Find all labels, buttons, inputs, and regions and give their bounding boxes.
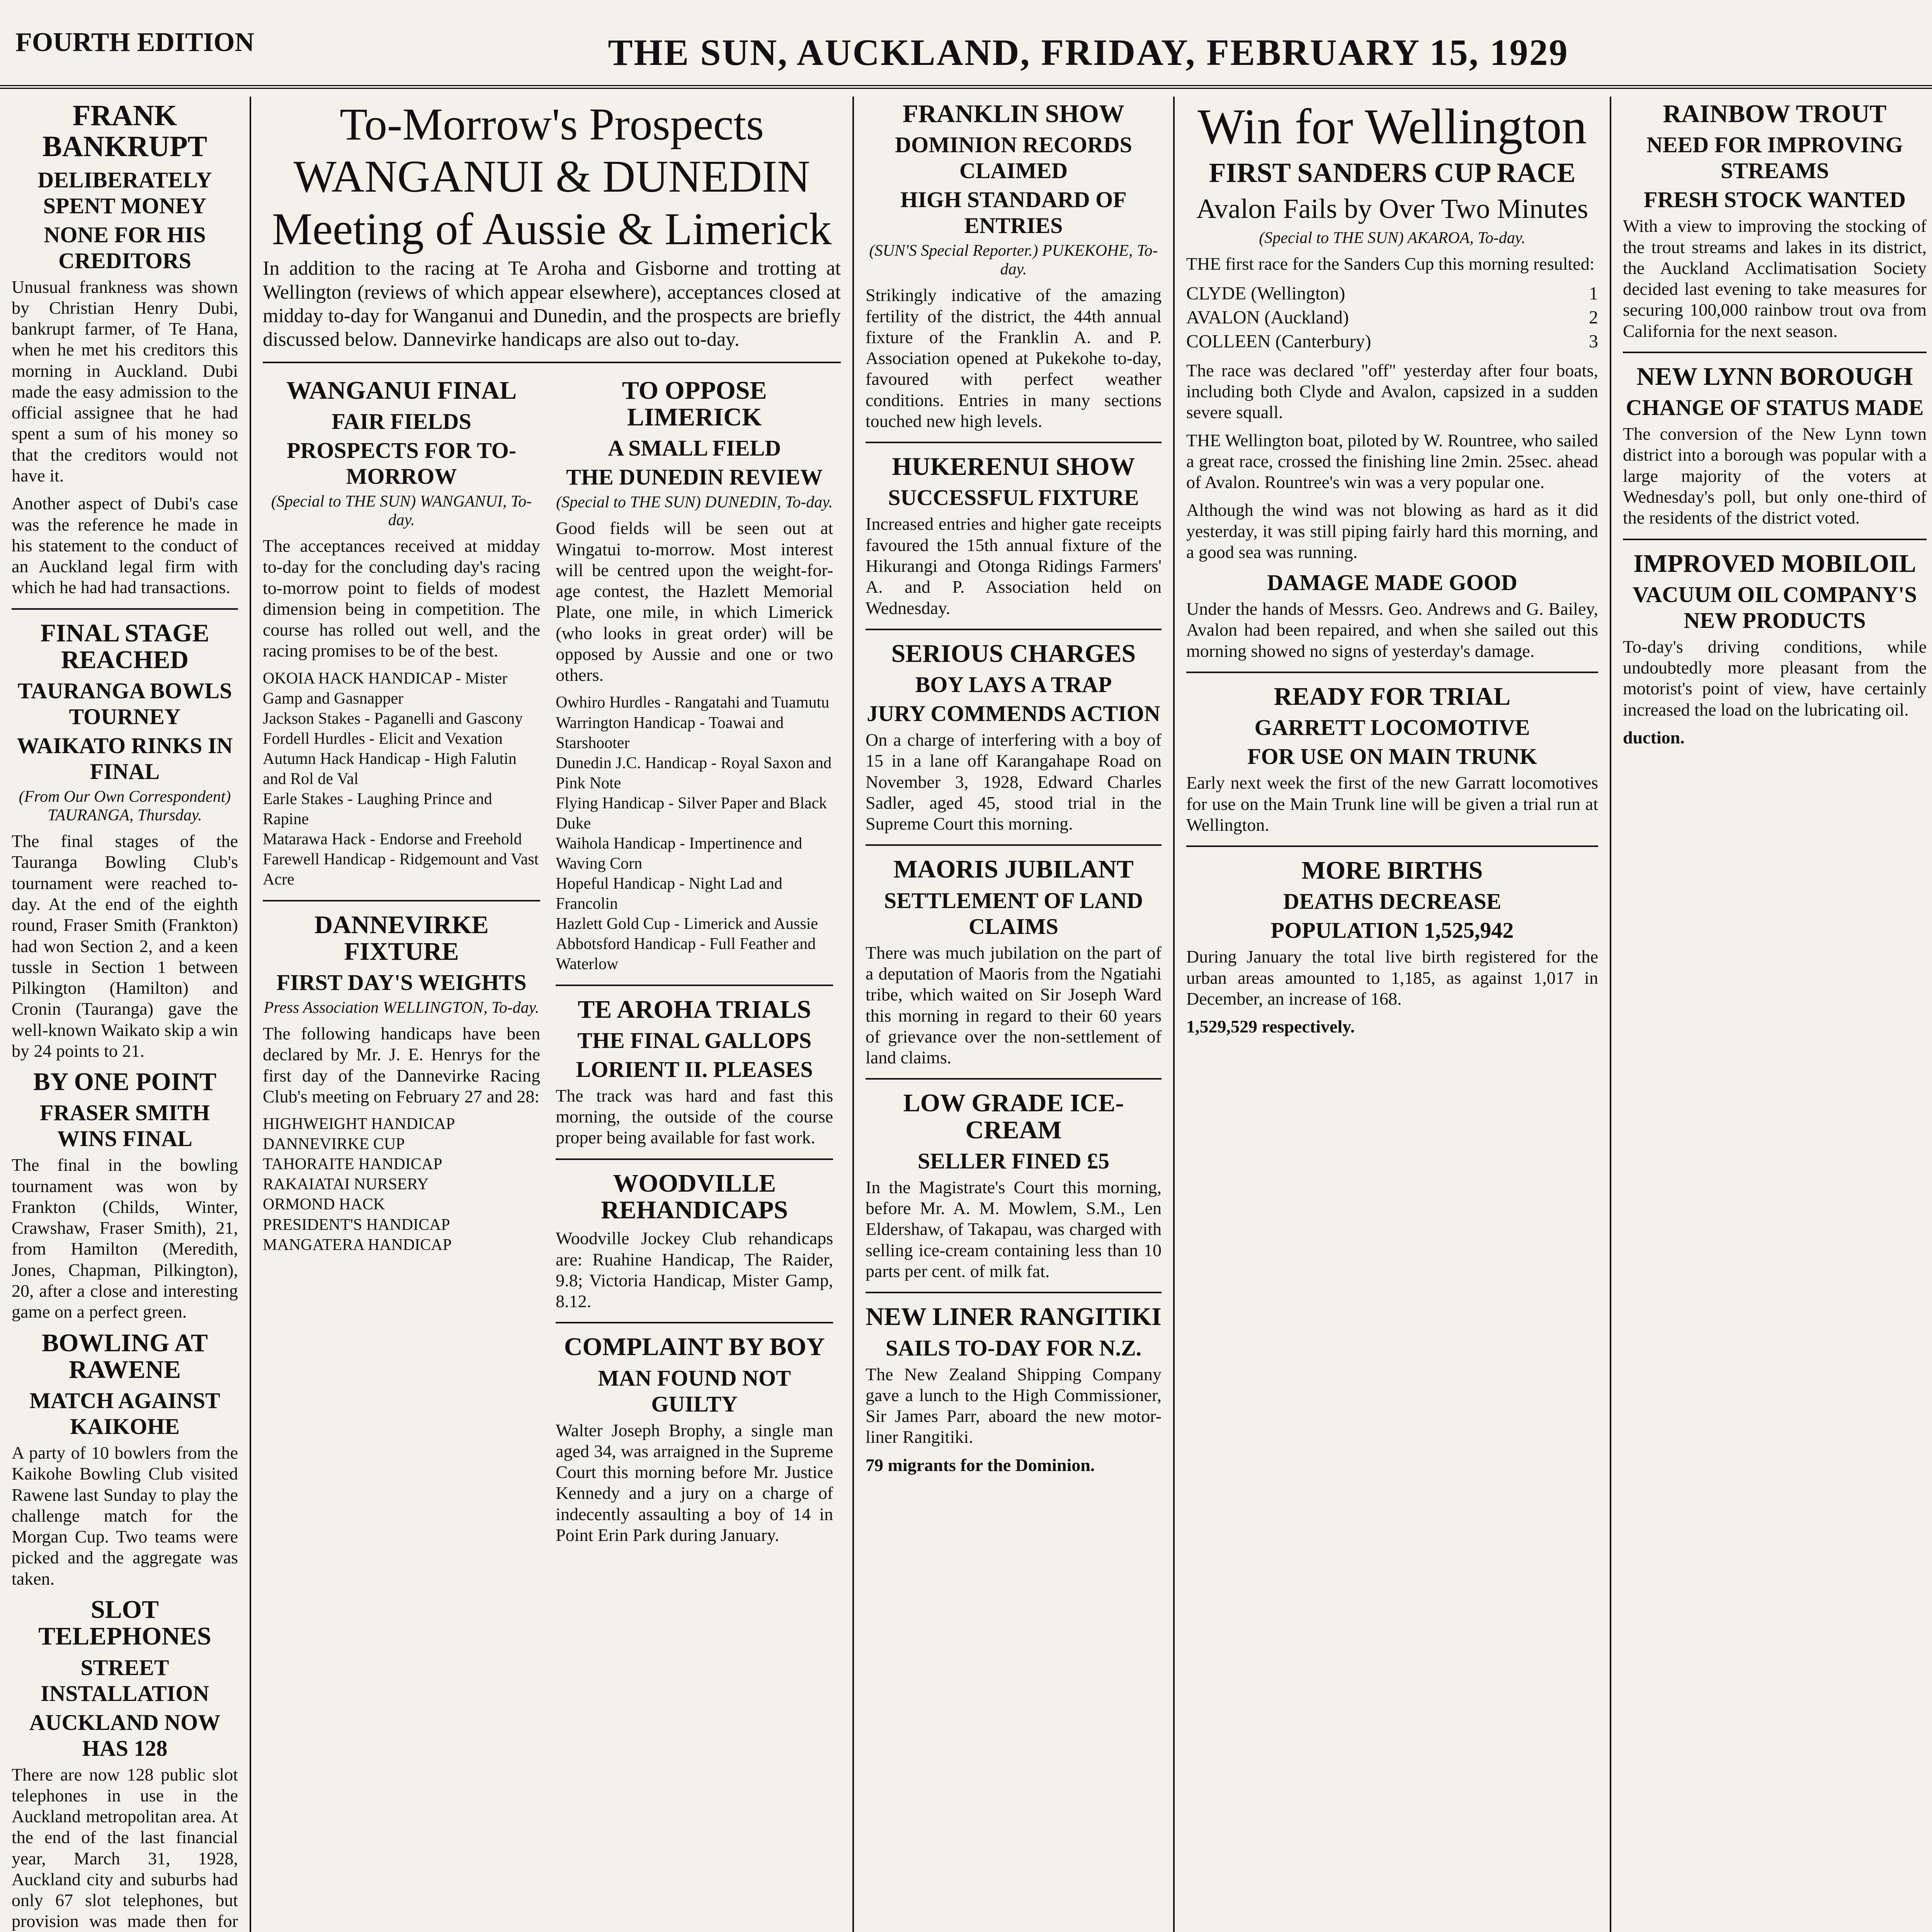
serious-charges-body: On a charge of interfering with a boy of 15 in a lane off Karangahape Road on November 3, 1928, Edward Charles Sadler, aged 45, stood trial in the Supreme Court this morning. (866, 730, 1162, 834)
race-item: Autumn Hack Handicap - High Falutin and Rol de Val (263, 750, 517, 788)
ice-cream-heading: LOW GRADE ICE-CREAM (903, 1089, 1124, 1144)
race-item: PRESIDENT'S HANDICAP (263, 1216, 450, 1234)
race-item: Matarawa Hack - Endorse and Freehold (263, 830, 522, 849)
limerick-heading: TO OPPOSE LIMERICK (622, 376, 767, 432)
frank-bankrupt-subheading: DELIBERATELY SPENT MONEY (37, 167, 212, 218)
slot-telephones-heading: SLOT TELEPHONES (38, 1595, 211, 1651)
dannevirke-body: The following handicaps have been declared by Mr. J. E. Henrys for the first day of the Dannevirke Racing Club's meeting on February 27 and 28: (263, 1024, 541, 1106)
race-item: MANGATERA HANDICAP (263, 1236, 452, 1254)
race-item: ORMOND HACK (263, 1196, 385, 1214)
franklin-heading: FRANKLIN SHOW (903, 100, 1124, 128)
slot-telephones-subheading-2: AUCKLAND NOW HAS 128 (29, 1709, 221, 1761)
race-item: Dunedin J.C. Handicap - Royal Saxon and Pink Note (556, 754, 832, 792)
wanganui-race-card (263, 668, 540, 890)
births-heading: MORE BIRTHS (1301, 856, 1483, 885)
divider (866, 442, 1162, 443)
trial-subheading: GARRETT LOCOMOTIVE (1254, 715, 1530, 740)
te-aroha-subheading: THE FINAL GALLOPS (577, 1027, 812, 1053)
franklin-body: Strikingly indicative of the amazing fertility of the district, the 44th annual fixture of the Franklin A. and P. Association opened at Pukekohe to-day, favoured with perfect weather conditions. Entries in many sections touched new high levels. (866, 285, 1162, 431)
divider (556, 985, 833, 986)
column-3 (854, 97, 1175, 1932)
result-row (1186, 330, 1598, 354)
woodville-heading: WOODVILLE REHANDICAPS (601, 1169, 788, 1224)
wanganui-subheading-2: PROSPECTS FOR TO-MORROW (287, 438, 517, 489)
frank-bankrupt-body-1: Unusual frankness was shown by Christian Henry Dubi, bankrupt farmer, of Te Hana, when he met his creditors this morning in Auckland. Dubi made the easy admission to the official assignee that he had spent a sum of his money so that the creditors would not have it. (12, 277, 238, 485)
new-lynn-body: The conversion of the New Lynn town district into a borough was popular with a large majority of the voters at Wednesday's poll, but only one-third of the residents of the district voted. (1623, 424, 1927, 528)
dannevirke-byline: Press Association WELLINGTON, To-day. (264, 999, 539, 1017)
race-item: Abbotsford Handicap - Full Feather and Waterlow (556, 935, 816, 973)
rawene-body: A party of 10 bowlers from the Kaikohe Bowling Club visited Rawene last Sunday to play the challenge match for the Morgan Cup. Two teams were picked and the aggregate was taken. (12, 1443, 238, 1588)
racing-columns (263, 373, 841, 1553)
mobiloil-subheading: VACUUM OIL COMPANY'S NEW PRODUCTS (1633, 582, 1917, 633)
race-item: RAKAIATAI NURSERY (263, 1175, 429, 1194)
race-item: Jackson Stakes - Paganelli and Gascony (263, 709, 523, 728)
rangitiki-caption: 79 migrants for the Dominion. (866, 1455, 1095, 1475)
race-item: OKOIA HACK HANDICAP - Mister Gamp and Gasnapper (263, 669, 508, 707)
race-item: DANNEVIRKE CUP (263, 1135, 405, 1153)
divider (1623, 352, 1927, 353)
dunedin-race-card (556, 692, 833, 974)
divider (556, 1158, 833, 1160)
newspaper-title-date: THE SUN, AUCKLAND, FRIDAY, FEBRUARY 15, 1929 (608, 32, 1569, 73)
bowls-heading: FINAL STAGE REACHED (40, 619, 209, 674)
births-body: During January the total live birth registered for the urban areas amounted to 1,185, as against 1,017 in December, an increase of 168. (1186, 947, 1598, 1009)
births-caption: 1,529,529 respectively. (1186, 1017, 1355, 1037)
te-aroha-heading: TE AROHA TRIALS (578, 995, 811, 1024)
frank-bankrupt-heading: FRANK BANKRUPT (42, 99, 207, 163)
limerick-body: Good fields will be seen out at Wingatui to-morrow. Most interest will be centred upon the weight-for-age contest, the Hazlett Memorial Plate, one mile, in which Limerick (who looks in great order) will be opposed by Aussie and one or two others. (556, 518, 833, 685)
franklin-subheading-2: HIGH STANDARD OF ENTRIES (900, 187, 1127, 238)
bowls-byline: (From Our Own Correspondent) TAURANGA, Thursday. (19, 788, 231, 825)
race-item: HIGHWEIGHT HANDICAP (263, 1115, 455, 1133)
column-5 (1611, 97, 1932, 1932)
prospects-headline-1: To-Morrow's Prospects (340, 99, 764, 150)
sanders-intro: THE first race for the Sanders Cup this morning resulted: (1186, 254, 1595, 274)
rawene-heading: BOWLING AT RAWENE (42, 1328, 208, 1384)
prospects-headline-3: Meeting of Aussie & Limerick (272, 203, 832, 254)
sanders-body-2: Although the wind was not blowing as hard as it did yesterday, it was still piping fairly hard this morning, and a good sea was running. (1186, 500, 1598, 562)
column-4 (1175, 97, 1611, 1932)
rangitiki-heading: NEW LINER RANGITIKI (866, 1303, 1162, 1331)
divider (12, 608, 238, 610)
boat-name: COLLEEN (Canterbury) (1186, 331, 1371, 352)
wanganui-byline: (Special to THE SUN) WANGANUI, To-day. (271, 493, 532, 529)
divider (866, 629, 1162, 630)
wellington-headline: Win for Wellington (1197, 99, 1587, 155)
divider (556, 1322, 833, 1323)
place: 3 (1589, 331, 1598, 352)
boat-name: CLYDE (Wellington) (1186, 283, 1345, 304)
race-item: Flying Handicap - Silver Paper and Black Duke (556, 794, 827, 832)
hukerenui-heading: HUKERENUI SHOW (892, 452, 1135, 481)
rainbow-trout-heading: RAINBOW TROUT (1663, 100, 1887, 128)
divider (1186, 672, 1598, 673)
bowls-subheading-2: WAIKATO RINKS IN FINAL (17, 733, 233, 784)
maoris-subheading: SETTLEMENT OF LAND CLAIMS (884, 888, 1143, 939)
one-point-subheading: FRASER SMITH WINS FINAL (40, 1100, 210, 1151)
sanders-note: The race was declared "off" yesterday after four boats, including both Clyde and Avalon, capsized in a sudden severe squall. (1186, 360, 1598, 422)
new-lynn-heading: NEW LYNN BOROUGH (1636, 362, 1913, 391)
maoris-heading: MAORIS JUBILANT (893, 855, 1134, 884)
result-row (1186, 282, 1598, 306)
race-item: Owhiro Hurdles - Rangatahi and Tuamutu (556, 694, 830, 712)
births-subheading: DEATHS DECREASE (1283, 889, 1502, 914)
limerick-byline: (Special to THE SUN) DUNEDIN, To-day. (556, 493, 833, 512)
race-item: Fordell Hurdles - Elicit and Vexation (263, 730, 503, 748)
limerick-subheading: A SMALL FIELD (608, 435, 781, 461)
column-1 (0, 97, 251, 1932)
serious-charges-subheading: BOY LAYS A TRAP (915, 672, 1112, 697)
te-aroha-subheading-2: LORIENT II. PLEASES (576, 1056, 813, 1082)
race-item: TAHORAITE HANDICAP (263, 1155, 442, 1173)
sanders-body-3: Under the hands of Messrs. Geo. Andrews and G. Bailey, Avalon had been repaired, and when she sailed out this morning showed no signs of yesterday's damage. (1186, 599, 1598, 661)
bowls-subheading: TAURANGA BOWLS TOURNEY (17, 678, 232, 730)
edition-label: FOURTH EDITION (15, 27, 254, 57)
mobiloil-heading: IMPROVED MOBILOIL (1633, 549, 1916, 578)
trial-subheading-2: FOR USE ON MAIN TRUNK (1247, 744, 1537, 769)
mobiloil-caption: duction. (1623, 727, 1685, 747)
rainbow-trout-body: With a view to improving the stocking of the trout streams and lakes in its district, the Auckland Acclimatisation Society decided last evening to take measures for securing 100,000 rainbow trout ova from California for the next season. (1623, 216, 1927, 341)
sanders-results (1186, 282, 1598, 354)
sanders-subheading-3: DAMAGE MADE GOOD (1267, 570, 1517, 595)
serious-charges-heading: SERIOUS CHARGES (891, 639, 1136, 668)
race-item: Farewell Handicap - Ridgemount and Vast Acre (263, 850, 539, 889)
race-item: Warrington Handicap - Toawai and Starshooter (556, 714, 784, 752)
dannevirke-heading: DANNEVIRKE FIXTURE (314, 910, 489, 966)
dunedin-column (556, 373, 833, 1553)
frank-bankrupt-subheading-2: NONE FOR HIS CREDITORS (44, 222, 206, 273)
limerick-subheading-2: THE DUNEDIN REVIEW (566, 464, 823, 490)
place: 2 (1589, 307, 1598, 328)
race-item: Waihola Handicap - Impertinence and Waving Corn (556, 835, 803, 873)
wanganui-subheading: FAIR FIELDS (332, 409, 471, 434)
bowls-body: The final stages of the Tauranga Bowling Club's tournament were reached to-day. At the end of the eighth round, Fraser Smith (Frankton) had won Section 2, and a keen tussle in Section 1 between Pilkington (Hamilton) and Cronin (Tauranga) gave the well-known Waikato skip a win by 24 points to 21. (12, 831, 238, 1061)
complaint-heading: COMPLAINT BY BOY (564, 1333, 825, 1361)
hukerenui-subheading: SUCCESSFUL FIXTURE (888, 485, 1139, 510)
rangitiki-body: The New Zealand Shipping Company gave a lunch to the High Commissioner, Sir James Parr, aboard the new motor-liner Rangitiki. (866, 1364, 1162, 1447)
one-point-body: The final in the bowling tournament was won by Frankton (Childs, Winter, Crawshaw, Fraser Smith), 21, from Hamilton (Meredith, Jones, Chapman, Pilkington), 20, after a close and interesting game on a perfect green. (12, 1155, 238, 1322)
race-item: Earle Stakes - Laughing Prince and Rapine (263, 790, 492, 828)
slot-telephones-subheading: STREET INSTALLATION (40, 1655, 209, 1706)
sanders-body-1: THE Wellington boat, piloted by W. Rountree, who sailed a great race, crossed the finishing line 2min. 25sec. ahead of Avalon. Rountree's win was a very popular one. (1186, 430, 1598, 492)
divider (1623, 539, 1927, 540)
births-subheading-2: POPULATION 1,525,942 (1270, 918, 1514, 943)
prospects-intro: In addition to the racing at Te Aroha and Gisborne and trotting at Wellington (reviews of which appear elsewhere), acceptances closed at midday to-day for Wanganui and Dunedin, and the prospects are briefly discussed below. Dannevirke handicaps are also out to-day. (263, 257, 841, 351)
woodville-body: Woodville Jockey Club rehandicaps are: Ruahine Handicap, The Raider, 9.8; Victoria Handicap, Mister Gamp, 8.12. (556, 1228, 833, 1311)
franklin-subheading: DOMINION RECORDS CLAIMED (895, 132, 1132, 184)
divider (1186, 845, 1598, 847)
race-item: Hopeful Handicap - Night Lad and Francolin (556, 875, 782, 913)
divider (866, 844, 1162, 846)
avalon-subheading: Avalon Fails by Over Two Minutes (1196, 193, 1588, 224)
divider (263, 362, 841, 363)
sanders-cup-subheading: FIRST SANDERS CUP RACE (1209, 157, 1576, 189)
masthead (0, 0, 1932, 89)
wanganui-column (263, 373, 540, 1553)
dannevirke-race-card (263, 1114, 540, 1255)
divider (866, 1078, 1162, 1080)
wanganui-body: The acceptances received at midday to-day for the concluding day's racing to-morrow point to fields of modest dimension being in competition. The course has rolled out well, and the racing promises to be of the best. (263, 536, 541, 661)
boat-name: AVALON (Auckland) (1186, 307, 1349, 328)
sanders-byline: (Special to THE SUN) AKAROA, To-day. (1259, 229, 1526, 247)
result-row (1186, 306, 1598, 330)
prospects-headline-2: WANGANUI & DUNEDIN (293, 151, 810, 202)
complaint-body: Walter Joseph Brophy, a single man aged 34, was arraigned in the Supreme Court this morning before Mr. Justice Kennedy and a jury on a charge of indecently assaulting a boy of 14 in Point Erin Park during January. (556, 1420, 833, 1545)
trial-body: Early next week the first of the new Garratt locomotives for use on the Main Trunk line will be given a trial run at Wellington. (1186, 773, 1598, 835)
ice-cream-body: In the Magistrate's Court this morning, before Mr. A. M. Mowlem, S.M., Len Eldershaw, of Takapau, was charged with selling ice-cream containing less than 10 parts per cent. of milk fat. (866, 1177, 1162, 1281)
wanganui-heading: WANGANUI FINAL (286, 376, 517, 405)
column-2 (251, 97, 854, 1932)
rainbow-trout-subheading: NEED FOR IMPROVING STREAMS (1646, 132, 1903, 184)
rainbow-trout-subheading-2: FRESH STOCK WANTED (1644, 187, 1906, 213)
rawene-subheading: MATCH AGAINST KAIKOHE (29, 1388, 220, 1439)
franklin-byline: (SUN'S Special Reporter.) PUKEKOHE, To-day. (869, 242, 1158, 279)
maoris-body: There was much jubilation on the part of a deputation of Maoris from the Ngatiahi tribe, which waited on Sir Joseph Ward this morning in regard to their 60 years of grievance over the non-settlement of land claims. (866, 942, 1162, 1068)
hukerenui-body: Increased entries and higher gate receipts favoured the 15th annual fixture of the Hikurangi and Otonga Ridings Farmers' A. and P. Association held on Wednesday. (866, 514, 1162, 618)
place: 1 (1589, 283, 1598, 304)
divider (866, 1292, 1162, 1293)
complaint-subheading: MAN FOUND NOT GUILTY (598, 1365, 791, 1417)
dannevirke-subheading: FIRST DAY'S WEIGHTS (276, 970, 527, 995)
ice-cream-subheading: SELLER FINED £5 (917, 1148, 1110, 1173)
one-point-heading: BY ONE POINT (33, 1068, 217, 1096)
serious-charges-subheading-2: JURY COMMENDS ACTION (867, 701, 1160, 726)
te-aroha-body: The track was hard and fast this morning, the outside of the course proper being available for fast work. (556, 1085, 833, 1148)
trial-heading: READY FOR TRIAL (1274, 682, 1511, 711)
new-lynn-subheading: CHANGE OF STATUS MADE (1626, 395, 1924, 420)
rangitiki-subheading: SAILS TO-DAY FOR N.Z. (885, 1335, 1142, 1361)
divider (263, 900, 540, 901)
slot-telephones-body: There are now 128 public slot telephones in use in the Auckland metropolitan area. At the end of the last financial year, March 31, 1928, Auckland city and suburbs had only 67 slot telephones, but provision was made then for (12, 1764, 238, 1931)
race-item: Hazlett Gold Cup - Limerick and Aussie (556, 915, 818, 933)
mobiloil-body: To-day's driving conditions, while undoubtedly more pleasant from the motorist's point of view, have certainly increased the load on the lubricating oil. (1623, 636, 1927, 719)
frank-bankrupt-body-2: Another aspect of Dubi's case was the reference he made in his statement to the conduct of an Auckland legal firm with which he had had transactions. (12, 493, 238, 597)
